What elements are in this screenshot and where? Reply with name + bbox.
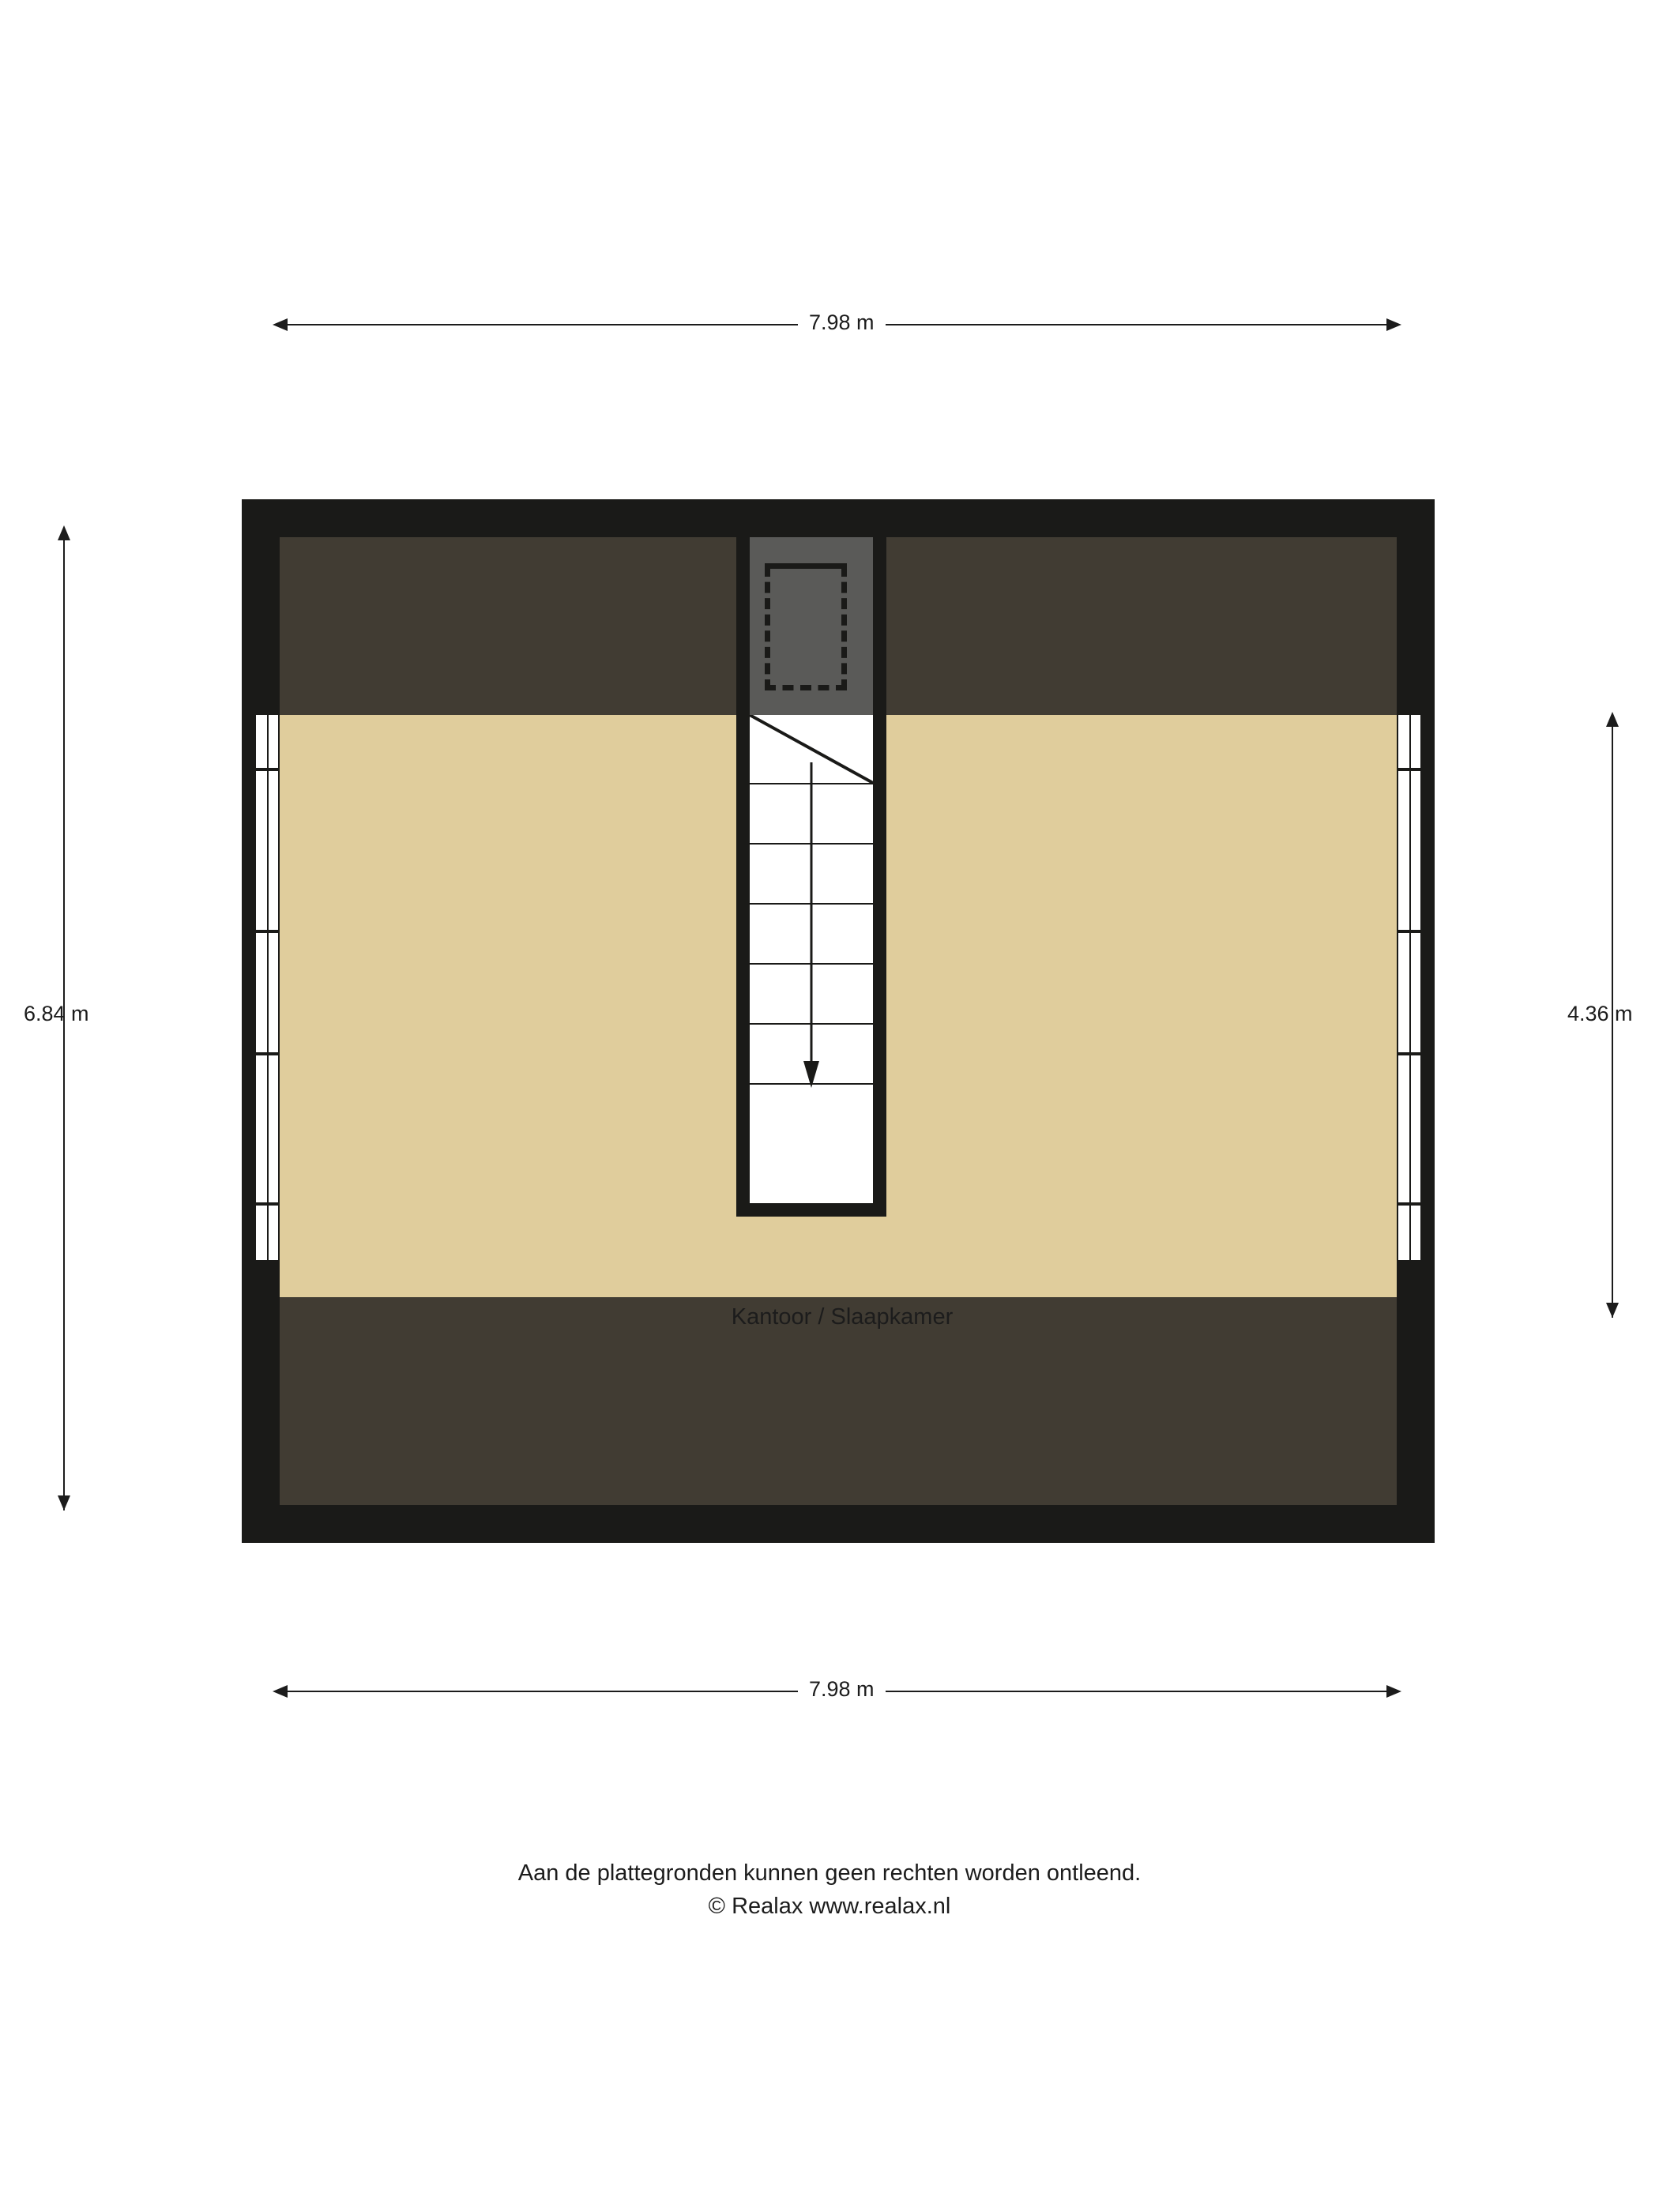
dimension-right-arrow-down [1606, 1303, 1619, 1318]
dimension-top-arrow-left [273, 318, 288, 331]
stair-run [750, 715, 873, 1203]
stair-dashed-outline [765, 566, 847, 690]
window-left-mullion [267, 715, 269, 1260]
room-label-kantoor-slaapkamer: Kantoor / Slaapkamer [731, 1304, 954, 1330]
window-right-divider-1 [1397, 768, 1422, 771]
footer-line-2: © Realax www.realax.nl [708, 1894, 951, 1919]
dimension-bottom-arrow-right [1386, 1685, 1401, 1698]
window-left [254, 715, 280, 1260]
window-right-mullion [1409, 715, 1411, 1260]
dimension-left-arrow-up [58, 525, 70, 540]
footer-line-1: Aan de plattegronden kunnen geen rechten worden ontleend. [517, 1860, 1142, 1886]
stair-direction-arrow [803, 762, 819, 1094]
window-left-divider-2 [254, 930, 280, 933]
dimension-top-arrow-right [1386, 318, 1401, 331]
wall-corner-top-right [1397, 677, 1435, 715]
window-left-divider-1 [254, 768, 280, 771]
dimension-right-label: 4.36 m [1567, 1002, 1633, 1025]
dimension-bottom-arrow-left [273, 1685, 288, 1698]
dimension-right-arrow-up [1606, 712, 1619, 727]
window-left-divider-3 [254, 1052, 280, 1055]
floorplan [242, 499, 1435, 1543]
wall-corner-top-left [242, 677, 280, 715]
window-right [1397, 715, 1422, 1260]
dimension-bottom-label: 7.98 m [798, 1677, 886, 1702]
window-left-divider-4 [254, 1202, 280, 1206]
window-right-divider-3 [1397, 1052, 1422, 1055]
footer-disclaimer [0, 1856, 1659, 1923]
dimension-top-label: 7.98 m [798, 310, 886, 335]
dimension-left-arrow-down [58, 1495, 70, 1510]
dimension-left-label: 6.84 m [24, 1002, 89, 1025]
stair-shaft [736, 537, 886, 1217]
wall-corner-bottom-right [1397, 1260, 1435, 1298]
wall-corner-bottom-left [242, 1260, 280, 1298]
window-right-divider-4 [1397, 1202, 1422, 1206]
window-right-divider-2 [1397, 930, 1422, 933]
